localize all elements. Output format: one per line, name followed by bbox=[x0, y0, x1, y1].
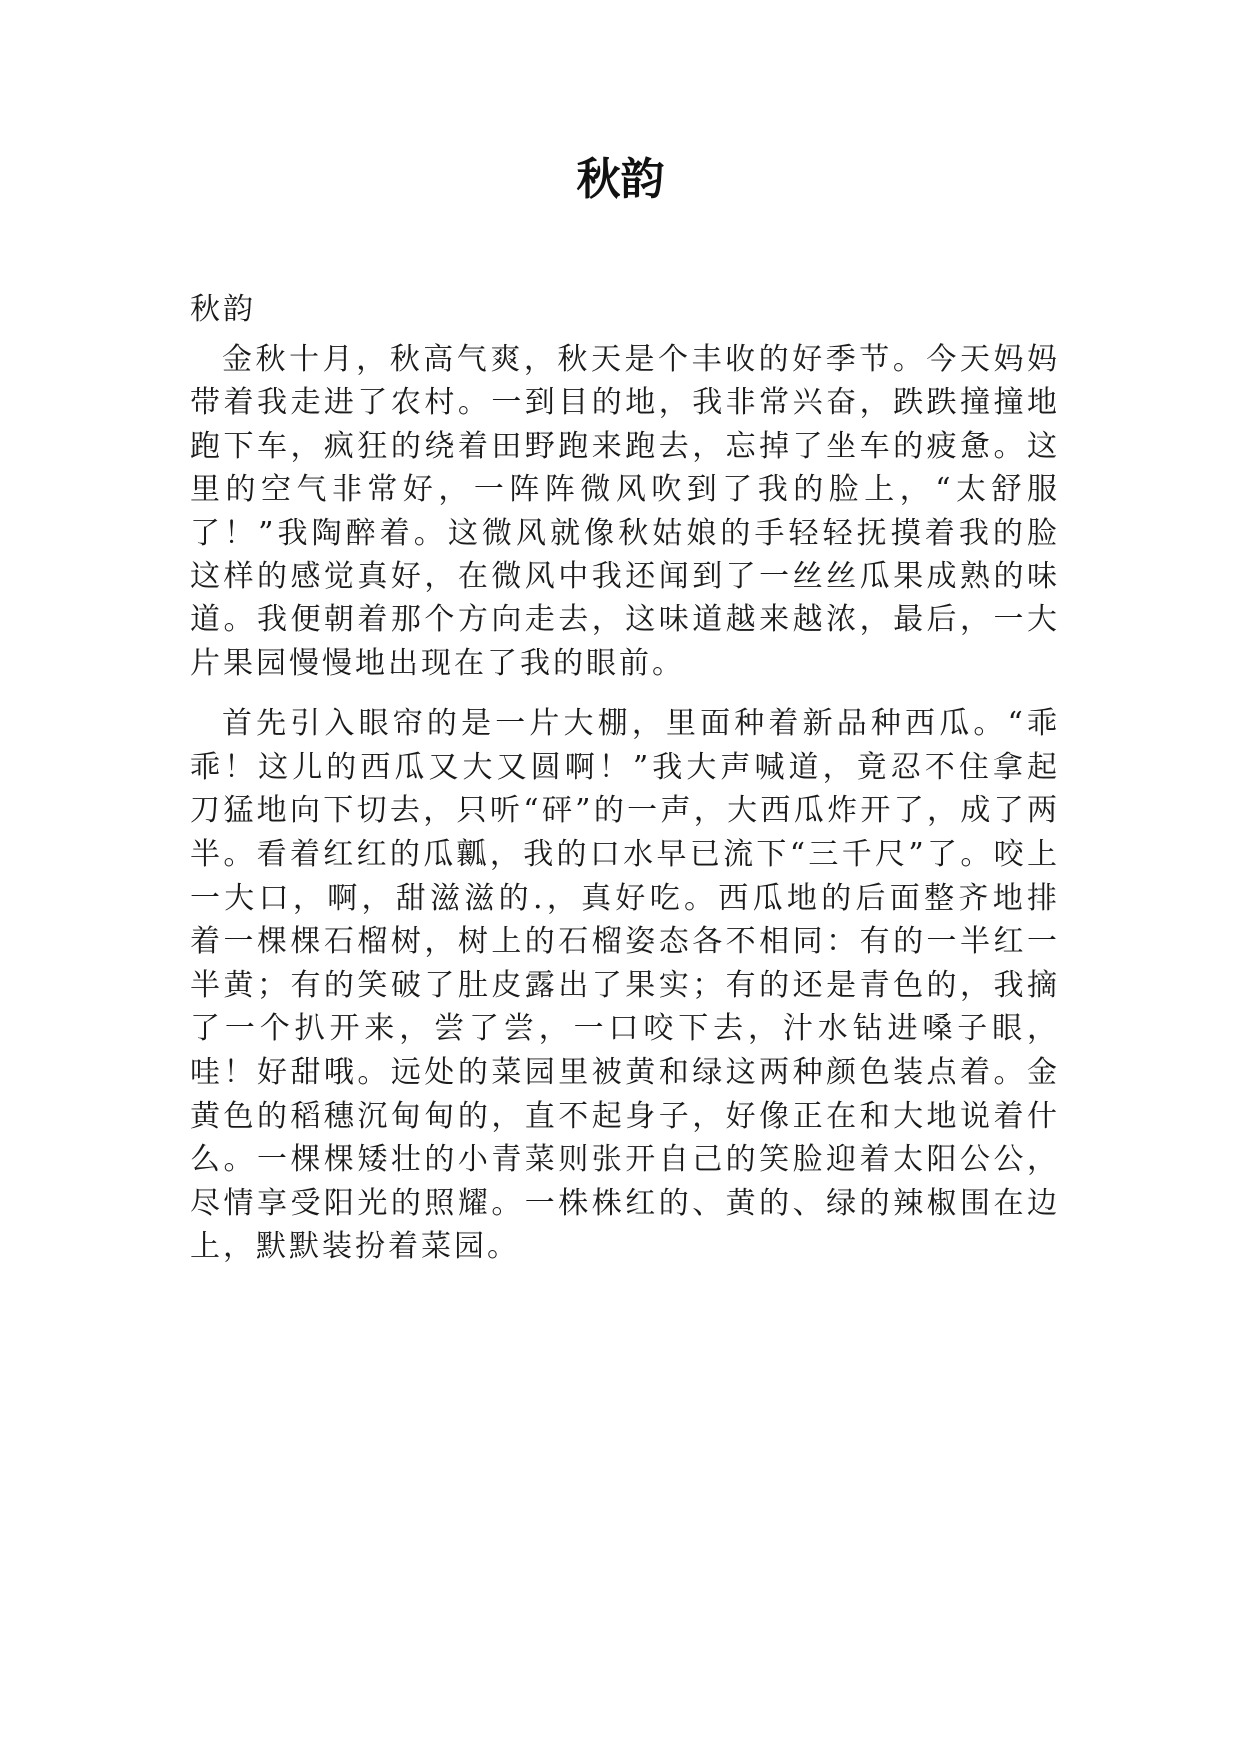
paragraph: 金秋十月，秋高气爽，秋天是个丰收的好季节。今天妈妈带着我走进了农村。一到目的地，我非常兴奋，跌跌撞撞地跑下车，疯狂的绕着田野跑来跑去，忘掉了坐车的疲惫。这里的空气非常好，一阵阵微风吹到了我的脸上，“太舒服了！”我陶醉着。这微风就像秋姑娘的手轻轻抚摸着我的脸这样的感觉真好，在微风中我还闻到了一丝丝瓜果成熟的味道。我便朝着那个方向走去，这味道越来越浓，最后，一大片果园慢慢地出现在了我的眼前。 bbox=[190, 342, 1060, 681]
section-heading: 秋韵 bbox=[190, 292, 256, 327]
paragraph: 首先引入眼帘的是一片大棚，里面种着新品种西瓜。“乖乖！这儿的西瓜又大又圆啊！”我大声喊道，竟忍不住拿起刀猛地向下切去，只听“砰”的一声，大西瓜炸开了，成了两半。看着红红的瓜瓤，我的口水早已流下“三千尺”了。咬上一大口，啊，甜滋滋的.，真好吃。西瓜地的后面整齐地排着一棵棵石榴树，树上的石榴姿态各不相同：有的一半红一半黄；有的笑破了肚皮露出了果实；有的还是青色的，我摘了一个扒开来，尝了尝，一口咬下去，汁水钻进嗓子眼，哇！好甜哦。远处的菜园里被黄和绿这两种颜色装点着。金黄色的稻穗沉甸甸的，直不起身子，好像正在和大地说着什么。一棵棵矮壮的小青菜则张开自己的笑脸迎着太阳公公，尽情享受阳光的照耀。一株株红的、黄的、绿的辣椒围在边上，默默装扮着菜园。 bbox=[190, 706, 1060, 1265]
document-body bbox=[190, 287, 1060, 1269]
page-title: 秋韵 bbox=[576, 154, 665, 205]
